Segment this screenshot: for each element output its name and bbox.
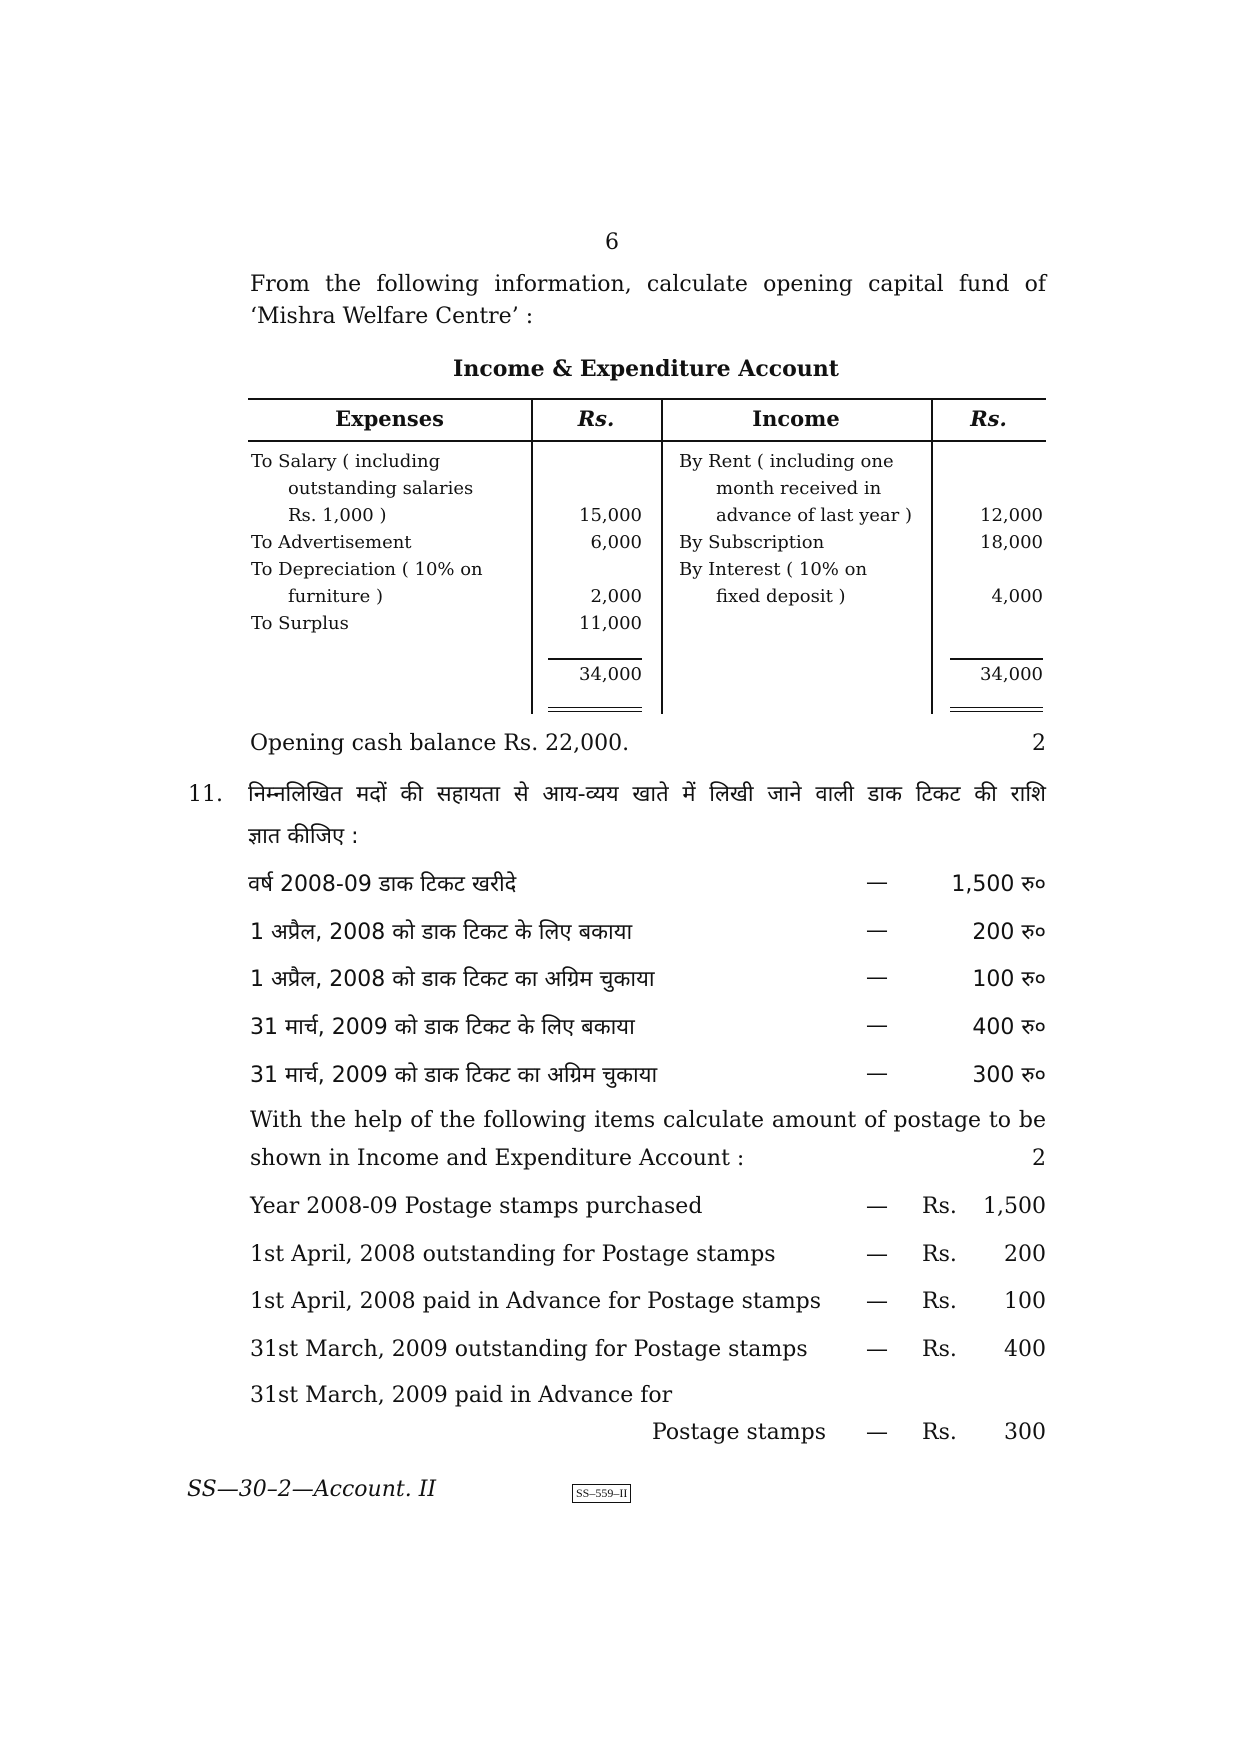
q11-marks: 2: [1032, 1146, 1046, 1171]
hindi-item-dash: —: [866, 870, 888, 895]
expense-line: To Surplus: [251, 613, 349, 634]
q11-number: 11.: [188, 782, 223, 807]
english-item-rs: Rs.: [922, 1194, 957, 1219]
expense-amount: 11,000: [579, 613, 642, 634]
footer-boxed-code: SS–559–II: [572, 1484, 631, 1503]
english-item-value: 300: [1004, 1420, 1046, 1445]
income-amount: 4,000: [991, 586, 1043, 607]
english-item-value: 400: [1004, 1337, 1046, 1362]
q11-english-line2: shown in Income and Expenditure Account :: [250, 1146, 745, 1171]
table-divider-1: [531, 398, 533, 714]
expense-line: To Advertisement: [251, 532, 412, 553]
double-rule-left-bottom: [548, 711, 642, 712]
income-amount: 12,000: [980, 505, 1043, 526]
hindi-item-label: 31 मार्च, 2009 को डाक टिकट का अग्रिम चुकाया: [250, 1063, 658, 1088]
q11-hindi-line1: निम्नलिखित मदों की सहायता से आय-व्यय खाते में लिखी जाने वाली डाक टिकट की राशि: [248, 782, 1046, 807]
english-item-label: 1st April, 2008 paid in Advance for Postage stamps: [250, 1289, 822, 1314]
expense-line: outstanding salaries: [288, 478, 474, 499]
header-income: Income: [752, 406, 840, 431]
hindi-item-value: 400 रु०: [972, 1015, 1046, 1040]
english-item-label: 1st April, 2008 outstanding for Postage stamps: [250, 1242, 776, 1267]
income-line: By Subscription: [679, 532, 825, 553]
total-right: 34,000: [980, 664, 1043, 685]
english-item-dash: —: [866, 1242, 888, 1267]
q11-hindi-line2: ज्ञात कीजिए :: [248, 824, 359, 849]
english-item-value: 100: [1004, 1289, 1046, 1314]
header-rs-right: Rs.: [970, 406, 1007, 431]
english-item-dash: —: [866, 1420, 888, 1445]
total-left: 34,000: [579, 664, 642, 685]
expense-amount: 6,000: [590, 532, 642, 553]
q11-english-line1: With the help of the following items calculate amount of postage to be: [250, 1108, 1046, 1133]
hindi-item-dash: —: [866, 1061, 888, 1086]
hindi-item-label: 31 मार्च, 2009 को डाक टिकट के लिए बकाया: [250, 1015, 635, 1040]
q10-marks: 2: [1032, 731, 1046, 756]
hindi-item-label: वर्ष 2008-09 डाक टिकट खरीदे: [248, 872, 517, 897]
hindi-item-value: 300 रु०: [972, 1063, 1046, 1088]
expense-line: To Salary ( including: [251, 451, 441, 472]
table-divider-2: [661, 398, 663, 714]
double-rule-left-top: [548, 707, 642, 708]
income-line: By Interest ( 10% on: [679, 559, 868, 580]
english-item-label: Year 2008-09 Postage stamps purchased: [250, 1194, 703, 1219]
hindi-item-value: 100 रु०: [972, 967, 1046, 992]
header-rs-left: Rs.: [577, 406, 615, 431]
opening-cash-balance: Opening cash balance Rs. 22,000.: [250, 731, 630, 756]
english-item-rs: Rs.: [922, 1420, 957, 1445]
english-item-value: 200: [1004, 1242, 1046, 1267]
header-expenses: Expenses: [335, 406, 444, 431]
expense-line: To Depreciation ( 10% on: [251, 559, 483, 580]
hindi-item-label: 1 अप्रैल, 2008 को डाक टिकट के लिए बकाया: [250, 920, 633, 945]
hindi-item-label: 1 अप्रैल, 2008 को डाक टिकट का अग्रिम चुकाया: [250, 967, 655, 992]
english-item-label: 31st March, 2009 outstanding for Postage stamps: [250, 1337, 808, 1362]
hindi-item-dash: —: [866, 918, 888, 943]
income-line: By Rent ( including one: [679, 451, 894, 472]
expense-line: Rs. 1,000 ): [288, 505, 387, 526]
income-amount: 18,000: [980, 532, 1043, 553]
table-divider-3: [931, 398, 933, 714]
hindi-item-dash: —: [866, 965, 888, 990]
double-rule-right-bottom: [950, 711, 1043, 712]
english-item-dash: —: [866, 1289, 888, 1314]
english-item-dash: —: [866, 1337, 888, 1362]
table-header-rule: [248, 440, 1046, 442]
hindi-item-dash: —: [866, 1013, 888, 1038]
english-item-rs: Rs.: [922, 1242, 957, 1267]
income-line: fixed deposit ): [716, 586, 846, 607]
expense-amount: 15,000: [579, 505, 642, 526]
english-item-value: 1,500: [983, 1194, 1046, 1219]
page-number: 6: [605, 230, 619, 255]
hindi-item-value: 200 रु०: [972, 920, 1046, 945]
footer-code: SS—30–2—Account. II: [187, 1477, 437, 1502]
english-item-rs: Rs.: [922, 1289, 957, 1314]
english-item-label: 31st March, 2009 paid in Advance for: [250, 1383, 673, 1408]
hindi-item-value: 1,500 रु०: [951, 872, 1046, 897]
double-rule-right-top: [950, 707, 1043, 708]
q10-text-line2: ‘Mishra Welfare Centre’ :: [250, 304, 534, 329]
english-item-label-cont: Postage stamps: [652, 1420, 826, 1445]
expense-amount: 2,000: [590, 586, 642, 607]
income-line: advance of last year ): [716, 505, 913, 526]
subtotal-rule-left: [548, 658, 642, 660]
table-title: Income & Expenditure Account: [453, 356, 839, 382]
english-item-rs: Rs.: [922, 1337, 957, 1362]
q10-text-line1: From the following information, calculate opening capital fund of: [250, 272, 1046, 297]
expense-line: furniture ): [288, 586, 384, 607]
income-line: month received in: [716, 478, 882, 499]
subtotal-rule-right: [950, 658, 1043, 660]
english-item-dash: —: [866, 1194, 888, 1219]
